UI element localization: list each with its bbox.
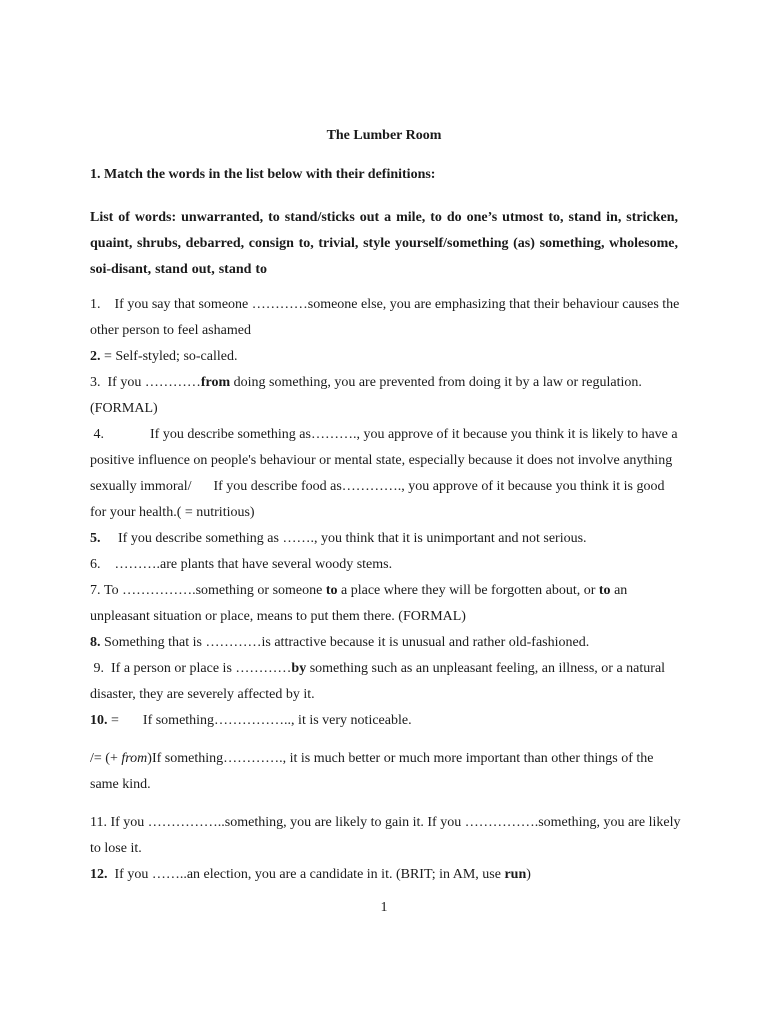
item-text: If something…………….., it is very noticeable. bbox=[142, 713, 412, 728]
item-number: 8. bbox=[90, 635, 101, 650]
item-text-post: something such as an unpleasant feeling, an illness, or a natural disaster, they are severely affected by it. bbox=[90, 661, 666, 702]
exercise-heading: 1. Match the words in the list below with their definitions: bbox=[90, 167, 436, 182]
item-text: = Self-styled; so-called. bbox=[100, 349, 238, 364]
item-text-post: an unpleasant situation or place, means to put them there. (FORMAL) bbox=[90, 583, 628, 624]
definition-10 bbox=[90, 708, 682, 734]
item-text-bold: run bbox=[504, 867, 527, 882]
item-number: 4. bbox=[93, 427, 104, 442]
item-text-pre: If you ……..an election, you are a candidate in it. (BRIT; in AM, use bbox=[114, 867, 505, 882]
page-title: The Lumber Room bbox=[326, 128, 442, 143]
item-text-post: doing something, you are prevented from doing it by a law or regulation. (FORMAL) bbox=[90, 375, 642, 416]
item-text-pre: To …………….something or someone bbox=[104, 583, 326, 598]
item-text: If you say that someone …………someone else, you are emphasizing that their behaviour causes the other person to feel ashamed bbox=[90, 297, 680, 338]
item-text-bold: to bbox=[325, 583, 338, 598]
definition-12 bbox=[90, 862, 682, 888]
item-number: 12. bbox=[90, 867, 108, 882]
item-text: If you describe something as………., you approve of it because you think it is likely to have a positive influence on people's behaviour or mental state, especially because it does not involve anything sexually immoral/ bbox=[90, 427, 678, 494]
item-number: 5. bbox=[90, 531, 101, 546]
definition-1 bbox=[90, 292, 682, 344]
item-text: ……….are plants that have several woody stems. bbox=[114, 557, 393, 572]
definition-7 bbox=[90, 578, 682, 630]
item-text-2: If you describe food as…………., you approve of it because you think it is good for your health.( = nutritious) bbox=[90, 479, 665, 520]
item-text-bold: to bbox=[598, 583, 611, 598]
word-list: List of words: unwarranted, to stand/sticks out a mile, to do one’s utmost to, stand in, stricken, quaint, shrubs, debarred, consign to, trivial, style yourself/something (as) something, wholesome, soi-disant, stand out, stand to bbox=[90, 210, 678, 277]
item-number: 7. bbox=[90, 583, 101, 598]
item-number: 9. bbox=[93, 661, 104, 676]
item-text-mid: a place where they will be forgotten about, or bbox=[337, 583, 599, 598]
item-equals: = bbox=[107, 713, 119, 728]
item-text: If you describe something as ……., you think that it is unimportant and not serious. bbox=[118, 531, 587, 546]
item-text-pre: /= (+ bbox=[90, 751, 122, 766]
definition-8 bbox=[90, 630, 682, 656]
item-number: 11. bbox=[90, 815, 107, 830]
item-number: 2. bbox=[90, 349, 101, 364]
item-text-pre: If a person or place is ………… bbox=[111, 661, 292, 676]
item-text: If you ……………..something, you are likely to gain it. If you …………….something, you are likely to lose it. bbox=[90, 815, 681, 856]
definition-10-alt bbox=[90, 746, 682, 798]
item-text-bold: from bbox=[200, 375, 231, 390]
definition-5 bbox=[90, 526, 682, 552]
item-text-italic: from bbox=[121, 751, 148, 766]
item-text: Something that is …………is attractive because it is unusual and rather old-fashioned. bbox=[100, 635, 590, 650]
definition-11 bbox=[90, 810, 682, 862]
item-number: 10. bbox=[90, 713, 108, 728]
item-number: 1. bbox=[90, 297, 101, 312]
page-number: 1 bbox=[380, 900, 388, 915]
item-number: 6. bbox=[90, 557, 101, 572]
item-number: 3. bbox=[90, 375, 101, 390]
item-text-post: )If something…………., it is much better or much more important than other things of the same kind. bbox=[90, 751, 654, 792]
item-text-post: ) bbox=[526, 867, 531, 882]
definition-2 bbox=[90, 344, 682, 370]
definition-9 bbox=[90, 656, 682, 708]
definition-3 bbox=[90, 370, 682, 422]
definition-6 bbox=[90, 552, 682, 578]
definition-4 bbox=[90, 422, 682, 526]
item-text-pre: If you ………… bbox=[107, 375, 201, 390]
item-text-bold: by bbox=[291, 661, 307, 676]
